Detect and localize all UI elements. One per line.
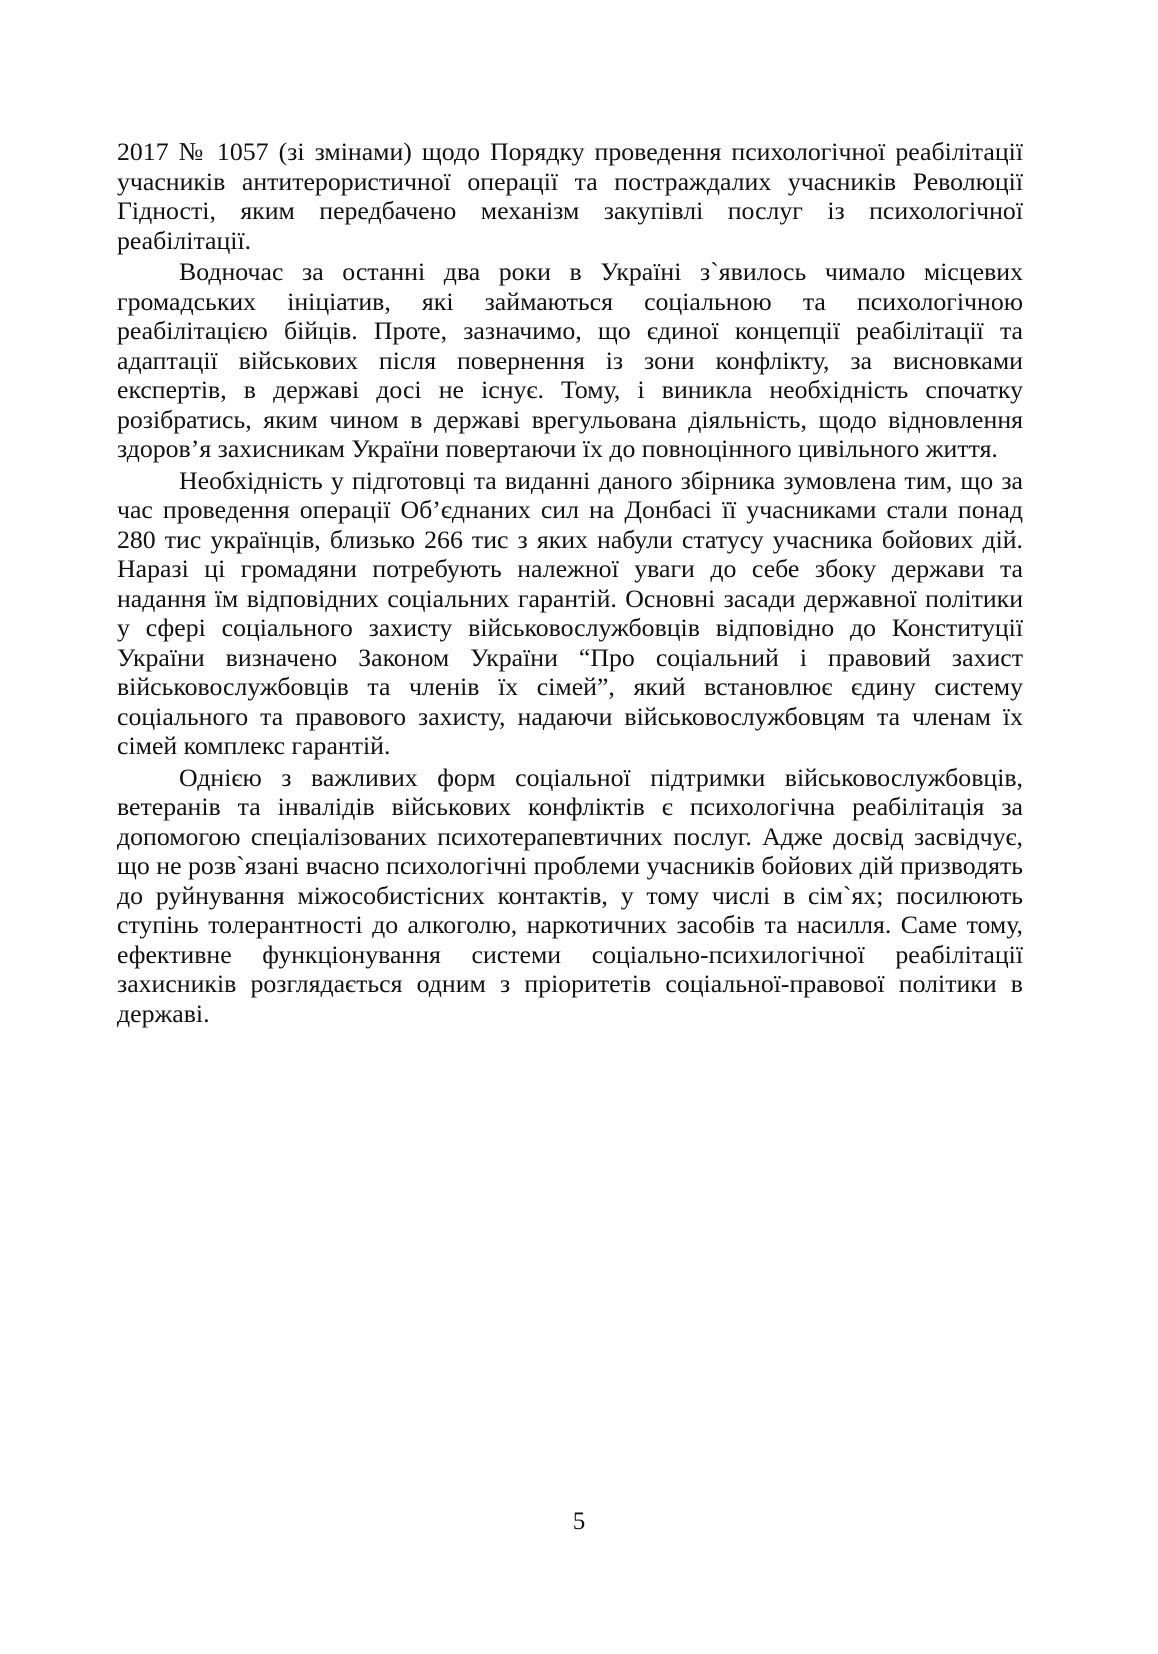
paragraph-3: Необхідність у підготовці та виданні даного збірника зумовлена тим, що за час проведення операції Об’єднаних сил на Донбасі її учасниками стали понад 280 тис українців, близько 266 тис з яких набули статусу учасника бойових дій. Наразі ці громадяни потребують належної уваги до себе збоку держави та надання їм відповідних соціальних гарантій. Основні засади державної політики у сфері соціального захисту військовослужбовців відповідно до Конституції України визначено Законом України “Про соціальний і правовий захист військовослужбовців та членів їх сімей”, який встановлює єдину систему соціального та правового захисту, надаючи військовослужбовцям та членам їх сімей комплекс гарантій. [117,465,1023,760]
paragraph-1: 2017 № 1057 (зі змінами) щодо Порядку проведення психологічної реабілітації учасників антитерористичної операції та постраждалих учасників Революції Гідності, яким передбачено механізм закупівлі послуг із психологічної реабілітації. [117,137,1023,255]
paragraph-4: Однією з важливих форм соціальної підтримки військовослужбовців, ветеранів та інвалідів військових конфліктів є психологічна реабілітація за допомогою спеціалізованих психотерапевтичних послуг. Адже досвід засвідчує, що не розв`язані вчасно психологічні проблеми учасників бойових дій призводять до руйнування міжособистісних контактів, у тому числі в сім`ях; посилюють ступінь толерантності до алкоголю, наркотичних засобів та насилля. Саме тому, ефективне функціонування системи соціально-психилогічної реабілітації захисників розглядається одним з пріоритетів соціальної-правової політики в державі. [117,762,1023,1028]
paragraph-2: Водночас за останні два роки в Україні з`явилось чимало місцевих громадських ініціатив, які займаються соціальною та психологічною реабілітацією бійців. Проте, зазначимо, що єдиної концепції реабілітації та адаптації військових після повернення із зони конфлікту, за висновками експертів, в державі досі не існує. Тому, і виникла необхідність спочатку розібратись, яким чином в державі врегульована діяльність, щодо відновлення здоров’я захисникам України повертаючи їх до повноцінного цивільного життя. [117,257,1023,463]
document-body [117,137,1023,1030]
page-number: 5 [572,1508,586,1535]
